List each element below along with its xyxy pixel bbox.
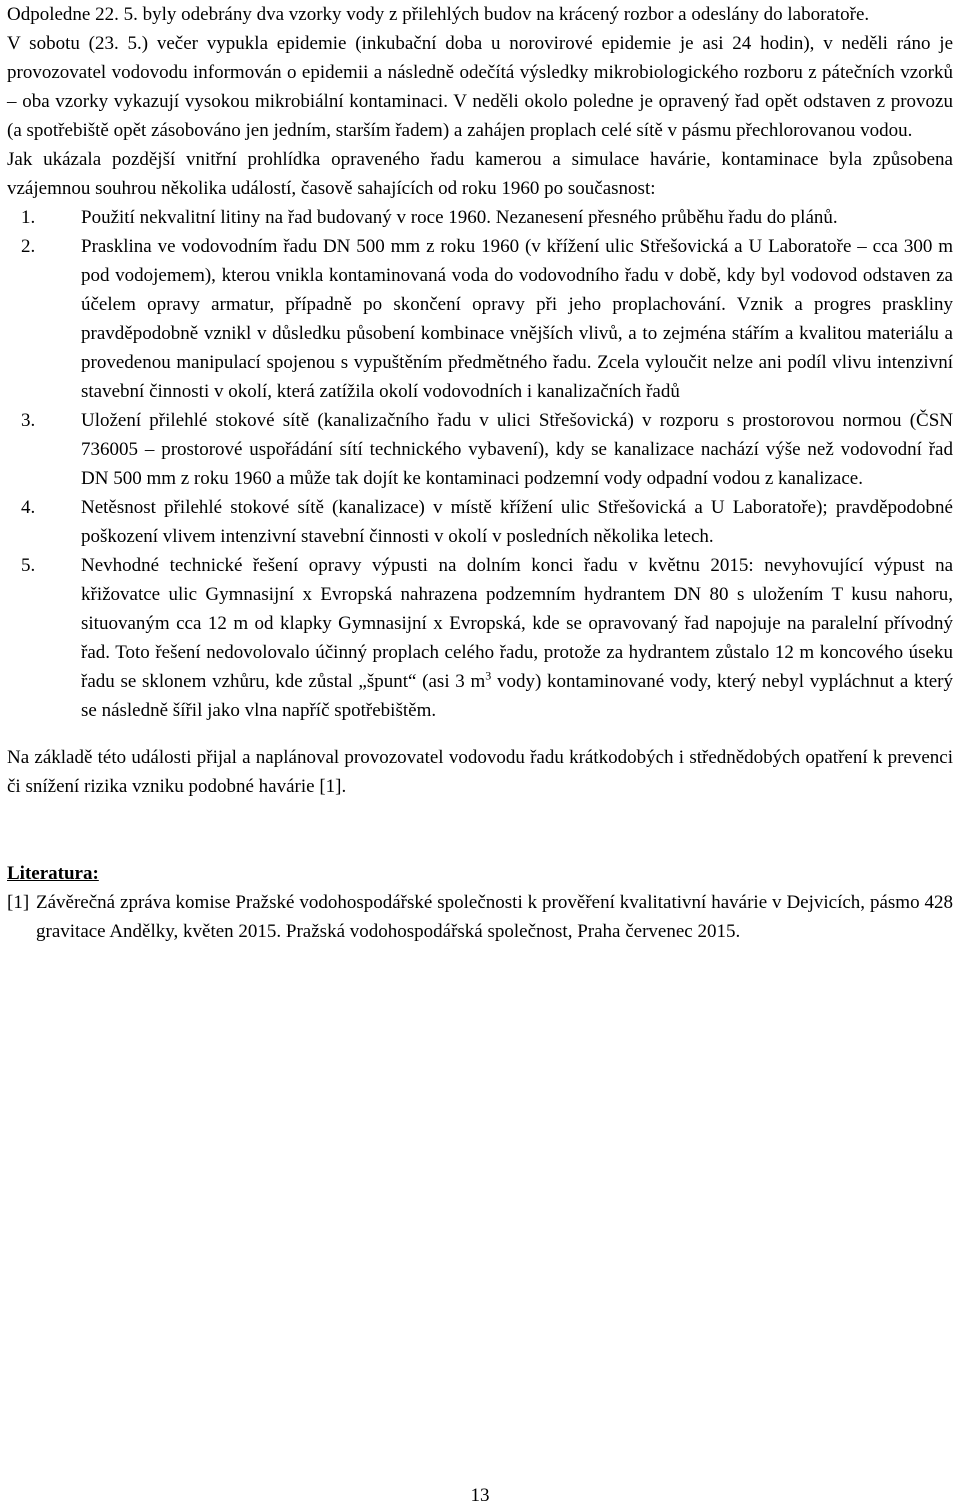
intro-sunday-text: V neděli okolo poledne je opravený řad opět odstaven z provozu (a spotřebiště opět zásobováno jen jedním, starším řadem) a zahájen proplach celé sítě v pásmu přechlorovanou vodou. [7,91,953,141]
list-item-text-b: vody) kontaminované vody, který nebyl vypláchnut a který se následně šířil jako vlna napříč spotřebištěm. [81,671,954,721]
intro-samples-text: Odpoledne 22. 5. byly odebrány dva vzorky vody z přilehlých budov na krácený rozbor a odeslány do laboratoře. [7,4,870,25]
intro-paragraph-samples [7,0,953,29]
document-page [7,0,953,946]
list-item [7,551,953,725]
intro-inspection-text: Jak ukázala pozdější vnitřní prohlídka opraveného řadu kamerou a simulace havárie, kontaminace byla způsobena vzájemnou souhrou několika událostí, časově sahajících od roku 1960 po současnost: [7,149,953,199]
list-item-text: Prasklina ve vodovodním řadu DN 500 mm z roku 1960 (v křížení ulic Střešovická a U Laboratoře – cca 300 m pod vodojemem), kterou vnikla kontaminovaná voda do vodovodního řadu v době, kdy byl vodovod odstaven za účelem opravy armatur, případně po skončení opravy při jeho proplachování. Vznik a progres praskliny pravděpodobně vznikl v důsledku působení kombinace vnějších vlivů, a to zejména stářím a kvalitou materiálu a provedenou manipulací spojenou s vypuštěním předmětného řadu. Zcela vyloučit nelze ani podíl vlivu intenzivní stavební činnosti v okolí, která zatížila okolí vodovodních i kanalizačních řadů [81,236,953,402]
summary-paragraph [7,743,953,801]
list-item [7,232,953,406]
literature-ref-text: Závěrečná zpráva komise Pražské vodohospodářské společnosti k prověření kvalitativní havárie v Dejvicích, pásmo 428 gravitace Andělky, květen 2015. Pražská vodohospodářská společnost, Praha červenec 2015. [36,892,953,942]
intro-saturday-text-b: oba vzorky vykazují vysokou mikrobiální kontaminaci. [22,91,448,112]
intro-paragraph-inspection [7,145,953,203]
list-item-number: 3. [21,410,36,431]
literature-item [7,888,953,946]
list-item-text: Uložení přilehlé stokové sítě (kanalizačního řadu v ulici Střešovická) v rozporu s prostorovou normou (ČSN 736005 – prostorové uspořádání sítí technického vybavení), kdy se kanalizace nachází výše než vodovodní řad DN 500 mm z roku 1960 a může tak dojít ke kontaminaci podzemní vody odpadní vodou z kanalizace. [81,410,953,489]
list-item-text: Netěsnost přilehlé stokové sítě (kanalizace) v místě křížení ulic Střešovická a U Laboratoře); pravděpodobné poškození vlivem intenzivní stavební činnosti v okolí v posledních několika letech. [81,497,953,547]
intro-paragraph-epidemic [7,29,953,145]
page-number: 13 [470,1485,490,1506]
intro-dash: – [7,91,17,112]
summary-text: Na základě této události přijal a naplánoval provozovatel vodovodu řadu krátkodobých i střednědobých opatření k prevenci či snížení rizika vzniku podobné havárie [1]. [7,747,953,797]
list-item [7,406,953,493]
list-item-number: 5. [21,555,36,576]
list-item-text: Použití nekvalitní litiny na řad budovaný v roce 1960. Nezanesení přesného průběhu řadu do plánů. [81,207,838,228]
list-item-text-a: Nevhodné technické řešení opravy výpusti na dolním konci řadu v květnu 2015: nevyhovující výpust na křižovatce ulic Gymnasijní x Evropská nahrazena podzemním hydrantem DN 80 s uložením T kusu nahoru, situovaným cca 12 m od klapky Gymnasijní x Evropská, kde se opravovaný řad napojuje na paralelní přívodný řad. Toto řešení nedovolovalo účinný proplach celého řadu, protože za hydrantem zůstalo 12 m koncového úseku řadu se sklonem vzhůru, kde zůstal „špunt“ (asi 3 m [81,555,953,692]
list-item [7,203,953,232]
list-item [7,493,953,551]
list-item-number: 1. [21,207,36,228]
intro-saturday-text-a: V sobotu (23. 5.) večer vypukla epidemie (inkubační doba u norovirové epidemie je asi 24 hodin), v neděli ráno je provozovatel vodovodu informován o epidemii a následně odečítá výsledky mikrobiologického rozboru z pátečních vzorků [7,33,953,83]
causes-list [7,203,953,725]
superscript-cubic: 3 [485,668,492,683]
list-item-number: 2. [21,236,36,257]
list-item-number: 4. [21,497,36,518]
literature-heading: Literatura: [7,863,99,884]
literature-ref-number: [1] [7,892,30,913]
